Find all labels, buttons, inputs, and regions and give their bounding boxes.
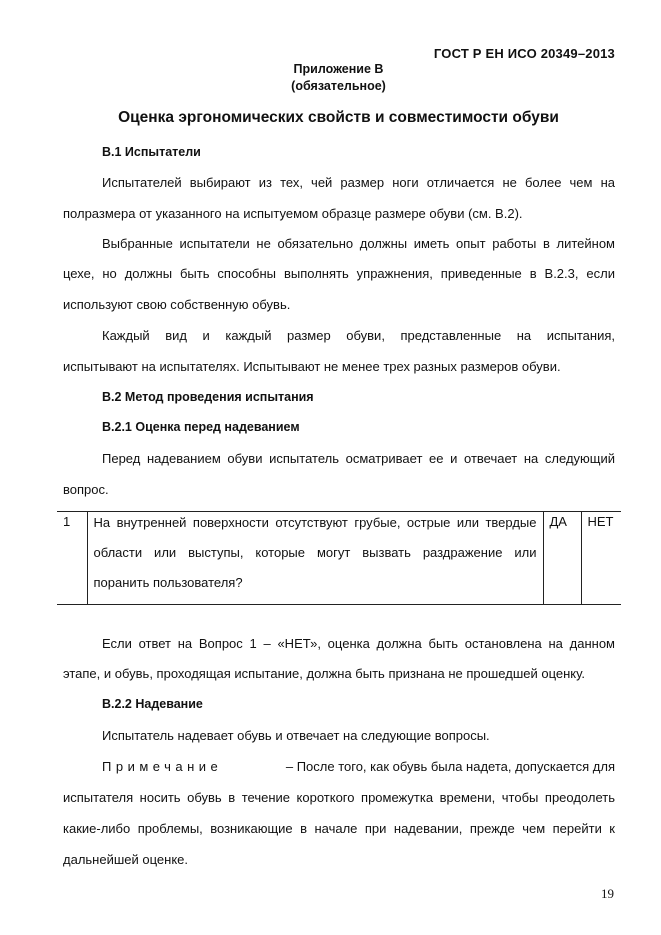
paragraph-line: Каждый вид и каждый размер обуви, представленные на испытания, (102, 328, 615, 343)
paragraph-line: Испытатель надевает обувь и отвечает на следующие вопросы. (102, 728, 490, 743)
note-label: Примечание (102, 759, 223, 774)
note-line: испытателя носить обувь в течение короткого промежутка времени, чтобы преодолеть (63, 790, 615, 805)
document-title: Оценка эргономических свойств и совместимости обуви (118, 109, 559, 126)
annex-title: Приложение В (293, 62, 384, 76)
question-number: 1 (57, 512, 87, 605)
paragraph-line: Если ответ на Вопрос 1 – «НЕТ», оценка должна быть остановлена на данном (102, 636, 615, 651)
heading-b2: В.2 Метод проведения испытания (102, 390, 314, 404)
heading-b22: В.2.2 Надевание (102, 697, 203, 711)
paragraph-line: этапе, и обувь, проходящая испытание, должна быть признана не прошедшей оценку. (63, 666, 585, 681)
paragraph-line: Выбранные испытатели не обязательно должны иметь опыт работы в литейном (102, 236, 615, 251)
paragraph-line: испытывают на испытателях. Испытывают не менее трех разных размеров обуви. (63, 359, 561, 374)
note-text: – После того, как обувь была надета, допускается для (285, 759, 615, 774)
paragraph-line: используют свою собственную обувь. (63, 297, 291, 312)
question-text-line: На внутренней поверхности отсутствуют грубые, острые или твердые (93, 515, 537, 530)
paragraph-line: цехе, но должны быть способны выполнять упражнения, приведенные в В.2.3, если (63, 266, 615, 281)
heading-b21: В.2.1 Оценка перед надеванием (102, 420, 300, 434)
note-line: какие-либо проблемы, возникающие в начале при надевании, прежде чем перейти к (63, 821, 615, 836)
question-text-line: поранить пользователя? (93, 575, 243, 590)
note-line (102, 759, 615, 775)
paragraph-line: полразмера от указанного на испытуемом образце размере обуви (см. В.2). (63, 206, 523, 221)
annex-status: (обязательное) (291, 79, 386, 93)
question-text-line: области или выступы, которые могут вызвать раздражение или (93, 545, 537, 560)
heading-b1: В.1 Испытатели (102, 145, 201, 159)
paragraph-line: вопрос. (63, 482, 109, 497)
question-table (57, 511, 621, 605)
note-line: дальнейшей оценке. (63, 852, 188, 867)
table-row (57, 512, 621, 605)
question-text (87, 512, 543, 605)
paragraph-line: Перед надеванием обуви испытатель осматривает ее и отвечает на следующий (102, 451, 615, 466)
answer-yes: ДА (543, 512, 581, 605)
paragraph-line: Испытателей выбирают из тех, чей размер ноги отличается не более чем на (102, 175, 615, 190)
page-number: 19 (601, 886, 614, 901)
answer-no: НЕТ (587, 514, 614, 529)
standard-number: ГОСТ Р ЕН ИСО 20349–2013 (433, 46, 615, 61)
